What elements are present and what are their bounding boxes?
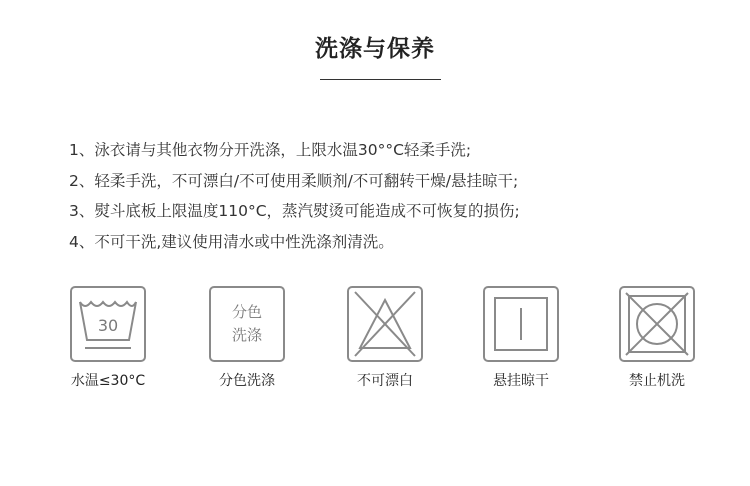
page-title: 洗涤与保养	[315, 36, 435, 62]
do-not-bleach-icon	[347, 286, 423, 362]
icon-label-line-dry: 悬挂晾干	[493, 373, 549, 389]
icon-label-do-not-bleach: 不可漂白	[357, 373, 413, 389]
instruction-item: 4、不可干洗,建议使用清水或中性洗涤剂清洗。	[69, 232, 394, 251]
wash-separately-icon	[209, 286, 285, 362]
instruction-item: 2、轻柔手洗，不可漂白/不可使用柔顺剂/不可翻转干燥/悬挂晾干;	[69, 171, 519, 190]
icon-label-wash-separately: 分色洗涤	[219, 373, 275, 389]
line-dry-icon	[483, 286, 559, 362]
care-instructions-list	[69, 135, 520, 257]
icon-label-no-machine-wash: 禁止机洗	[629, 373, 685, 389]
wash-tub-30-icon	[70, 286, 146, 362]
title-underline	[320, 79, 441, 80]
instruction-item: 3、熨斗底板上限温度110°C，蒸汽熨烫可能造成不可恢复的损伤;	[69, 202, 520, 220]
wash-temperature-text: 30	[97, 316, 119, 335]
do-not-tumble-dry-icon	[619, 286, 695, 362]
wash-separately-text-line1: 分色	[231, 303, 262, 321]
wash-separately-text-line2: 洗涤	[231, 326, 262, 344]
icon-label-wash-temperature: 水温≤30°C	[70, 373, 146, 389]
instruction-item: 1、泳衣请与其他衣物分开洗涤，上限水温30°°C轻柔手洗;	[69, 141, 472, 159]
